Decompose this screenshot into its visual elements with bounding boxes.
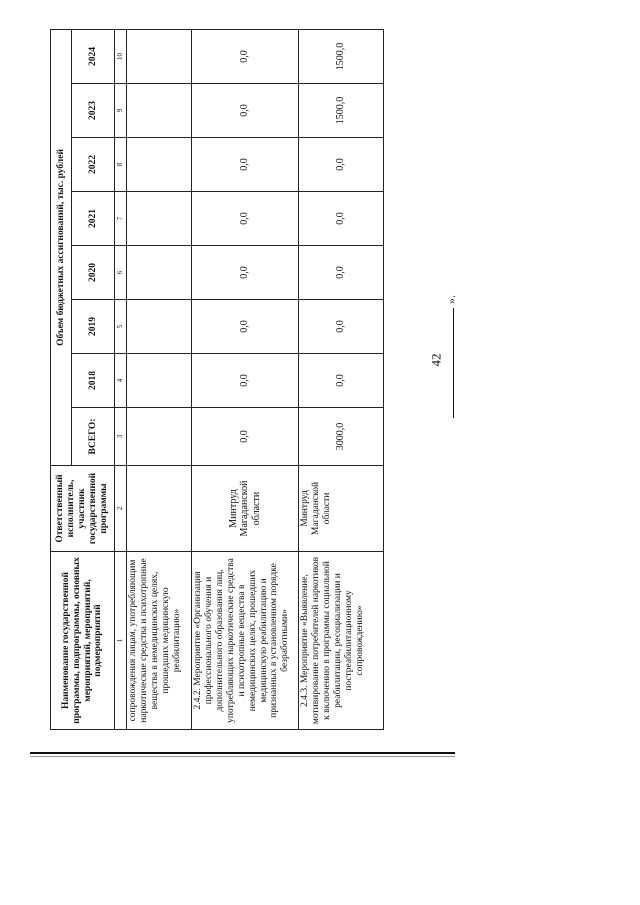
column-number: 1 <box>115 552 127 730</box>
header-year: 2023 <box>72 84 115 138</box>
value-cell: 0,0 <box>192 29 299 83</box>
value-cell <box>127 354 192 408</box>
value-cell: 0,0 <box>192 192 299 246</box>
closing-line <box>453 308 454 418</box>
table-row <box>192 29 299 729</box>
value-cell: 0,0 <box>192 354 299 408</box>
header-year: 2020 <box>72 246 115 300</box>
value-cell <box>127 138 192 192</box>
value-cell <box>127 408 192 466</box>
row-name-cell: 2.4.3. Мероприятие «Выявление, мотивирование потребителей наркотиков к включению в программы социальной реабилитации, ресоциализации и постреабилитационному сопровождению» <box>299 552 384 730</box>
column-number: 6 <box>115 246 127 300</box>
column-number: 5 <box>115 300 127 354</box>
rotated-table-sheet <box>50 30 410 730</box>
column-number: 8 <box>115 138 127 192</box>
value-cell: 0,0 <box>192 408 299 466</box>
table-row <box>299 29 384 729</box>
value-cell <box>127 300 192 354</box>
bottom-rule <box>30 752 455 754</box>
row-executor-cell: Минтруд Магаданской области <box>192 466 299 552</box>
column-number: 9 <box>115 84 127 138</box>
header-year: 2019 <box>72 300 115 354</box>
row-executor-cell <box>127 466 192 552</box>
value-cell: 0,0 <box>299 192 384 246</box>
column-number: 3 <box>115 408 127 466</box>
header-name: Наименование государственной программы, подпрограммы, основных мероприятий, мероприятий, подмероприятий <box>51 552 115 730</box>
budget-table <box>50 29 384 730</box>
column-number-row <box>115 29 127 729</box>
value-cell <box>127 192 192 246</box>
value-cell: 0,0 <box>299 300 384 354</box>
value-cell: 0,0 <box>192 300 299 354</box>
header-year: 2021 <box>72 192 115 246</box>
column-number: 2 <box>115 466 127 552</box>
value-cell: 0,0 <box>299 354 384 408</box>
row-executor-cell: Минтруд Магаданской области <box>299 466 384 552</box>
closing-quote-mark: ». <box>444 295 458 304</box>
column-number: 10 <box>115 29 127 83</box>
value-cell: 0,0 <box>192 138 299 192</box>
value-cell <box>127 246 192 300</box>
value-cell: 3000,0 <box>299 408 384 466</box>
header-budget-group: Объем бюджетных ассигнований, тыс. рублей <box>51 29 72 465</box>
header-executor: Ответственный исполнитель, участник государственной программы <box>51 466 115 552</box>
value-cell: 0,0 <box>192 84 299 138</box>
bottom-rule-shadow <box>30 756 455 757</box>
page-number: 42 <box>428 353 444 367</box>
header-year: 2024 <box>72 29 115 83</box>
row-name-cell: сопровождения лицам, употребляющим наркотические средства и психотропные вещества в немедицинских целях, прошедших медицинскую реабилитацию» <box>127 552 192 730</box>
column-number: 4 <box>115 354 127 408</box>
header-total: ВСЕГО: <box>72 408 115 466</box>
value-cell <box>127 29 192 83</box>
value-cell: 0,0 <box>299 138 384 192</box>
value-cell: 0,0 <box>192 246 299 300</box>
row-name-cell: 2.4.2. Мероприятие «Организация профессионального обучения и дополнительного образования лиц, употребляющих наркотические средства и психотропные вещества в немедицинских целях, прошедших медицинскую реабилитацию и признанных в установленном порядке безработными» <box>192 552 299 730</box>
header-year: 2022 <box>72 138 115 192</box>
value-cell: 1500,0 <box>299 29 384 83</box>
table-row <box>127 29 192 729</box>
value-cell: 0,0 <box>299 246 384 300</box>
column-number: 7 <box>115 192 127 246</box>
header-year: 2018 <box>72 354 115 408</box>
value-cell: 1500,0 <box>299 84 384 138</box>
value-cell <box>127 84 192 138</box>
